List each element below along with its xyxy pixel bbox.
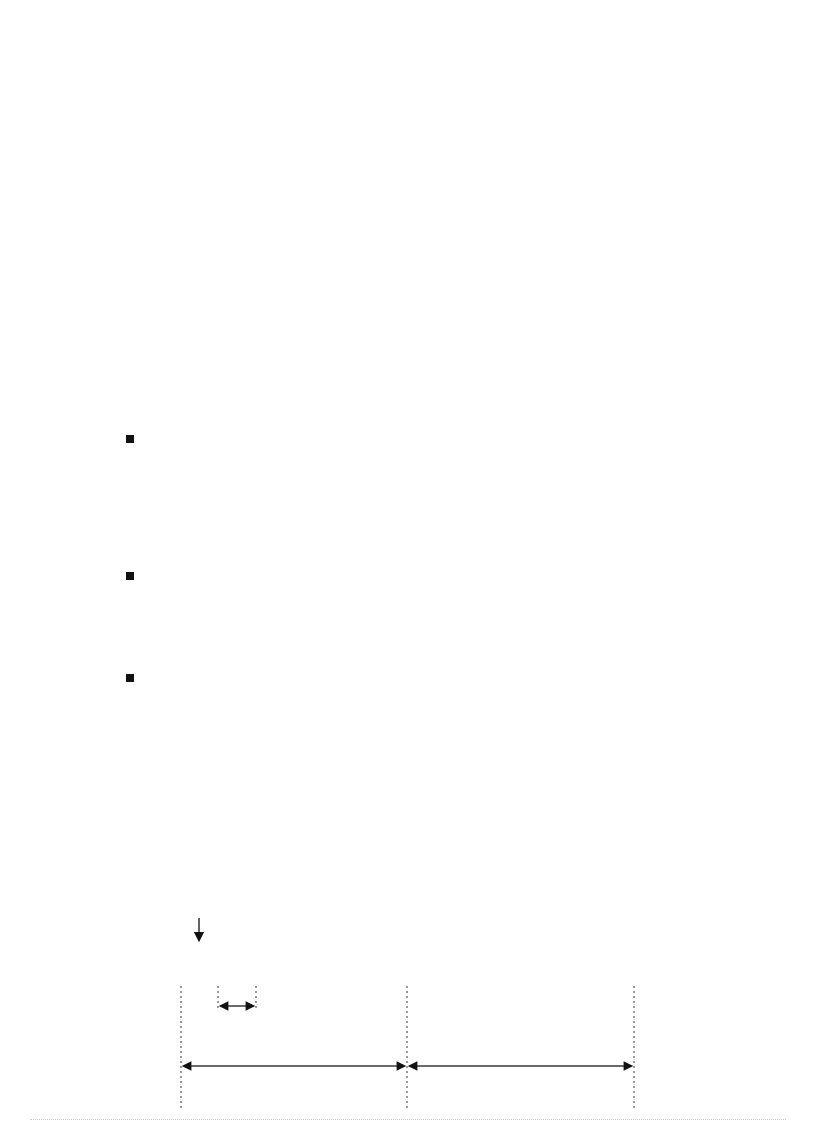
footer-divider xyxy=(30,1119,786,1120)
